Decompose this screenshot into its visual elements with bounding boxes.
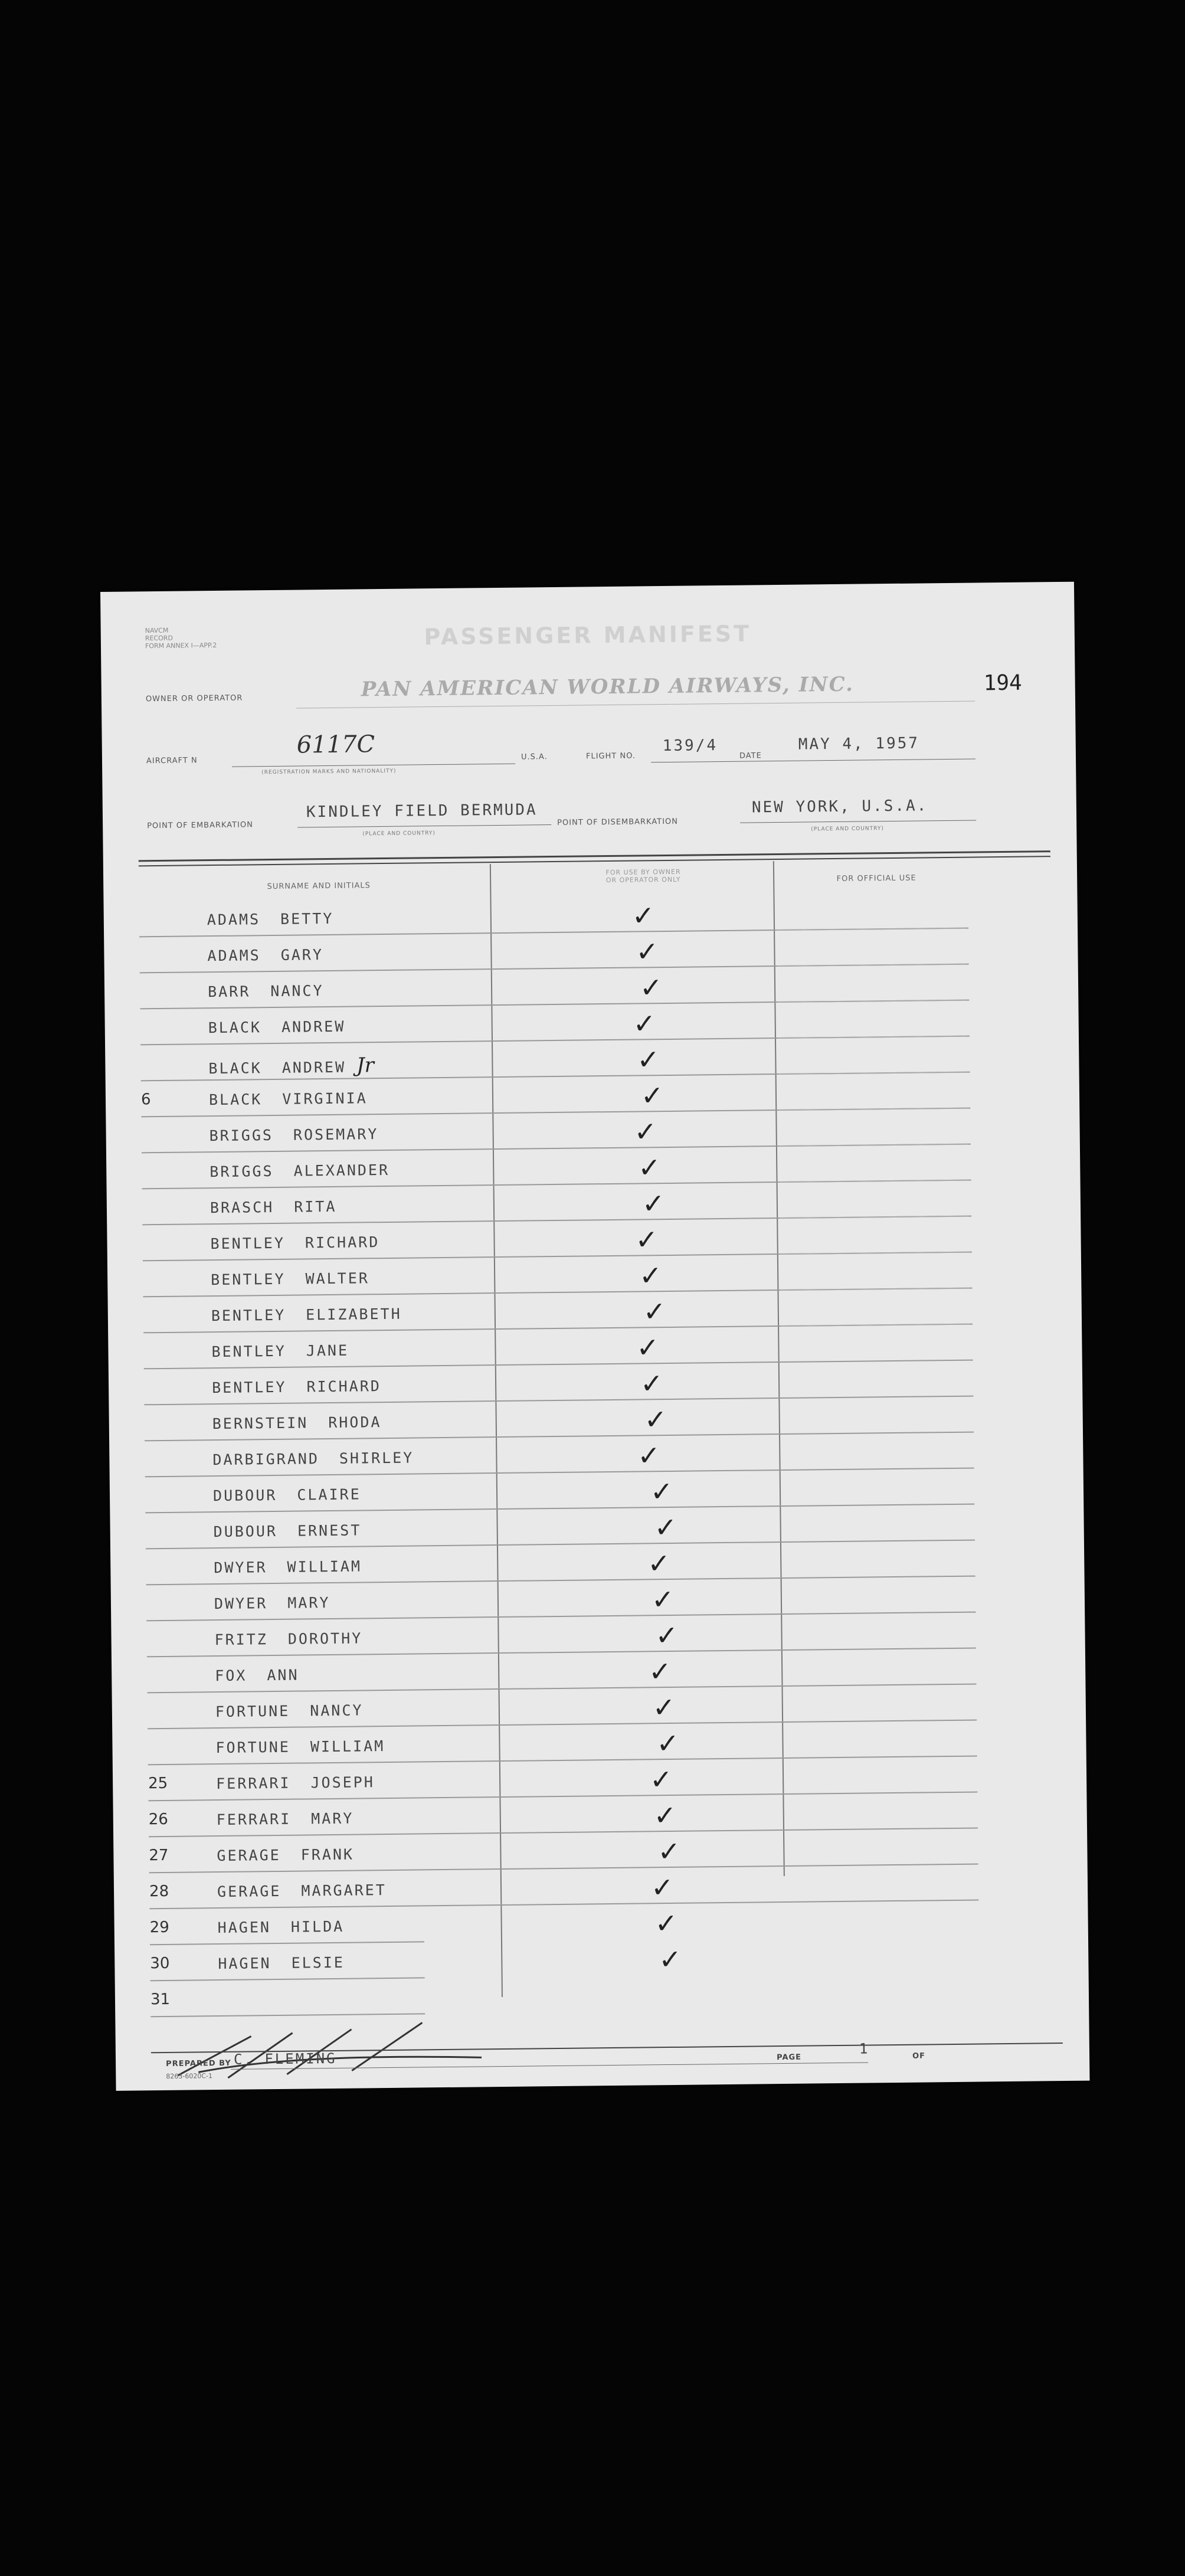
form-title: PASSENGER MANIFEST — [424, 620, 752, 650]
passenger-first-name: BETTY — [280, 909, 334, 928]
embarkation-point: KINDLEY FIELD BERMUDA — [306, 801, 538, 821]
check-mark-icon: ✓ — [652, 1691, 676, 1724]
check-mark-icon: ✓ — [644, 1403, 667, 1436]
passenger-name — [211, 1269, 369, 1288]
passenger-first-name: MARY — [287, 1594, 330, 1612]
row-number: 25 — [148, 1774, 168, 1793]
check-mark-icon: ✓ — [655, 1619, 679, 1652]
prepared-by-label: PREPARED BY — [166, 2058, 231, 2068]
check-mark-icon: ✓ — [647, 1547, 671, 1580]
row-number: 27 — [149, 1846, 169, 1865]
passenger-first-name: RHODA — [328, 1413, 382, 1432]
passenger-name — [210, 1198, 337, 1216]
check-mark-icon: ✓ — [637, 1439, 661, 1472]
passenger-surname: ADAMS — [207, 911, 261, 929]
page-number: 194 — [983, 670, 1022, 696]
passenger-first-name: MARGARET — [301, 1881, 387, 1900]
passenger-surname: DWYER — [214, 1595, 268, 1613]
page-label: PAGE — [776, 2053, 802, 2063]
disembarkation-point: NEW YORK, U.S.A. — [751, 797, 928, 817]
check-mark-icon: ✓ — [651, 1583, 675, 1616]
passenger-name — [214, 1594, 330, 1612]
check-mark-icon: ✓ — [633, 1007, 656, 1040]
embarkation-rule — [297, 824, 551, 828]
check-mark-icon: ✓ — [636, 1331, 660, 1364]
check-mark-icon: ✓ — [637, 1043, 660, 1076]
passenger-surname: FRITZ — [214, 1631, 269, 1649]
flight-date: MAY 4, 1957 — [798, 734, 920, 754]
check-mark-icon: ✓ — [635, 1223, 659, 1256]
passenger-first-name: ALEXANDER — [293, 1161, 390, 1180]
passenger-name — [209, 1089, 368, 1108]
passenger-first-name: WALTER — [305, 1269, 370, 1288]
passenger-surname: BENTLEY — [211, 1270, 286, 1289]
passenger-first-name: VIRGINIA — [282, 1089, 368, 1108]
passenger-surname: BRIGGS — [209, 1126, 274, 1145]
row-number: 30 — [150, 1954, 170, 1973]
passenger-first-name: ELSIE — [291, 1953, 345, 1972]
check-mark-icon: ✓ — [654, 1907, 678, 1940]
passenger-suffix: Jr — [356, 1053, 375, 1078]
passenger-name — [218, 1991, 238, 2008]
usa-label: U.S.A. — [521, 752, 548, 762]
passenger-surname: BERNSTEIN — [212, 1414, 309, 1433]
passenger-surname: BRASCH — [209, 1198, 274, 1217]
passenger-name — [215, 1667, 299, 1684]
passenger-name — [217, 1881, 387, 1900]
passenger-surname: DARBIGRAND — [212, 1450, 320, 1469]
embarkation-place-note: (PLACE AND COUNTRY) — [362, 830, 436, 837]
passenger-name — [208, 1053, 374, 1079]
column-header-official-use: FOR OFFICIAL USE — [836, 873, 916, 883]
passenger-first-name: ERNEST — [297, 1521, 362, 1540]
passenger-surname: DWYER — [214, 1559, 267, 1577]
passenger-surname: BLACK — [208, 1059, 262, 1078]
passenger-surname: FORTUNE — [215, 1702, 290, 1721]
row-number: 26 — [148, 1810, 169, 1829]
check-mark-icon: ✓ — [634, 1115, 657, 1148]
passenger-name — [218, 1954, 345, 1972]
passenger-first-name: NANCY — [270, 982, 324, 1000]
check-mark-icon: ✓ — [654, 1511, 677, 1544]
passenger-name — [213, 1485, 361, 1504]
passenger-name — [217, 1846, 354, 1864]
check-mark-icon: ✓ — [656, 1727, 680, 1760]
passenger-surname: BLACK — [208, 1019, 262, 1037]
corner-stamp: NAVCM RECORD FORM ANNEX I—APP.2 — [145, 626, 217, 650]
check-mark-icon: ✓ — [643, 1295, 666, 1328]
passenger-name — [212, 1413, 382, 1432]
check-mark-icon: ✓ — [650, 1871, 674, 1904]
disembarkation-rule — [740, 820, 976, 823]
passenger-name — [214, 1557, 362, 1576]
check-mark-icon: ✓ — [636, 935, 659, 968]
passenger-name — [209, 1125, 379, 1144]
passenger-first-name: WILLIAM — [287, 1557, 362, 1576]
passenger-name — [215, 1737, 385, 1756]
passenger-name — [208, 1018, 346, 1036]
passenger-name — [211, 1305, 402, 1324]
passenger-first-name: ANDREW — [281, 1017, 346, 1036]
flight-number: 139/4 — [662, 737, 718, 755]
column-header-surname: SURNAME AND INITIALS — [267, 881, 371, 892]
passenger-first-name: NANCY — [310, 1701, 364, 1720]
passenger-first-name: DOROTHY — [287, 1629, 363, 1648]
passenger-first-name: JOSEPH — [310, 1773, 375, 1792]
passenger-first-name: SHIRLEY — [339, 1449, 414, 1467]
check-mark-icon: ✓ — [640, 1367, 663, 1400]
check-mark-icon: ✓ — [639, 1259, 663, 1292]
passenger-name — [208, 982, 324, 1000]
passenger-first-name: ELIZABETH — [306, 1305, 402, 1324]
passenger-surname: DUBOUR — [212, 1486, 277, 1505]
owner-rule — [296, 701, 975, 708]
passenger-surname: DUBOUR — [213, 1522, 278, 1541]
check-mark-icon: ✓ — [641, 1187, 665, 1220]
check-mark-icon: ✓ — [649, 1763, 673, 1796]
flight-rule — [651, 758, 976, 762]
passenger-name — [216, 1773, 375, 1792]
passenger-surname: FOX — [215, 1667, 247, 1685]
check-mark-icon: ✓ — [657, 1835, 681, 1868]
check-mark-icon: ✓ — [640, 1079, 664, 1112]
passenger-surname: ADAMS — [207, 947, 261, 965]
passenger-first-name: JANE — [306, 1341, 349, 1360]
passenger-first-name: ANN — [267, 1666, 299, 1684]
page-value: 1 — [859, 2040, 870, 2057]
check-mark-icon: ✓ — [639, 971, 663, 1004]
row-number: 28 — [149, 1882, 169, 1901]
passenger-first-name: CLAIRE — [297, 1485, 361, 1504]
passenger-first-name: RITA — [294, 1197, 337, 1216]
form-number: 8263-6020C-1 — [166, 2072, 213, 2080]
passenger-surname: GERAGE — [217, 1846, 281, 1865]
passenger-name — [207, 910, 334, 928]
aircraft-label: AIRCRAFT N — [146, 756, 198, 766]
row-number: 31 — [150, 1990, 171, 2009]
passenger-first-name: GARY — [280, 946, 324, 964]
check-mark-icon: ✓ — [653, 1799, 677, 1832]
passenger-name — [212, 1377, 381, 1396]
prepared-by-name: C. FLEMING — [233, 2050, 337, 2068]
passenger-name — [217, 1810, 354, 1828]
passenger-first-name: ROSEMARY — [293, 1125, 379, 1144]
passenger-surname: BARR — [207, 983, 251, 1001]
aircraft-rule — [232, 764, 515, 767]
passenger-name — [218, 1918, 345, 1936]
passenger-surname: BENTLEY — [211, 1342, 286, 1361]
owner-label: OWNER OR OPERATOR — [145, 693, 243, 704]
disembarkation-place-note: (PLACE AND COUNTRY) — [811, 826, 884, 833]
passenger-first-name: ANDREW — [281, 1058, 346, 1076]
embarkation-label: POINT OF EMBARKATION — [147, 820, 253, 831]
disembarkation-label: POINT OF DISEMBARKATION — [557, 817, 679, 827]
registration-note: (REGISTRATION MARKS AND NATIONALITY) — [261, 768, 397, 776]
passenger-surname: BRIGGS — [209, 1162, 274, 1181]
flight-label: FLIGHT NO. — [585, 751, 636, 761]
check-mark-icon: ✓ — [637, 1151, 662, 1184]
passenger-surname: HAGEN — [218, 1955, 271, 1973]
passenger-surname: BLACK — [208, 1091, 263, 1109]
passenger-surname: FERRARI — [216, 1774, 291, 1793]
row-number: 29 — [149, 1918, 169, 1937]
passenger-first-name: MARY — [310, 1809, 354, 1828]
aircraft-registration: 6117C — [296, 731, 375, 759]
passenger-first-name: RICHARD — [306, 1377, 381, 1396]
check-mark-icon: ✓ — [650, 1475, 673, 1508]
passenger-first-name: FRANK — [300, 1845, 355, 1864]
row-number: 6 — [140, 1091, 151, 1109]
passenger-name — [211, 1342, 349, 1360]
check-mark-icon: ✓ — [631, 899, 655, 932]
passenger-surname: GERAGE — [217, 1882, 281, 1901]
passenger-surname: BENTLEY — [211, 1378, 287, 1397]
passenger-name — [207, 946, 323, 964]
passenger-name — [212, 1449, 414, 1469]
passenger-surname: BENTLEY — [210, 1234, 286, 1253]
passenger-surname: FERRARI — [216, 1810, 292, 1829]
passenger-surname: FORTUNE — [215, 1738, 291, 1757]
column-header-owner-use: FOR USE BY OWNER OR OPERATOR ONLY — [605, 868, 681, 885]
passenger-surname: BENTLEY — [211, 1306, 286, 1325]
manifest-page — [100, 582, 1090, 2091]
passenger-surname: HAGEN — [217, 1919, 271, 1937]
check-mark-icon: ✓ — [648, 1655, 672, 1688]
check-mark-icon: ✓ — [659, 1943, 682, 1976]
table-top-rule-2 — [139, 856, 1050, 866]
passenger-name — [210, 1233, 379, 1252]
passenger-first-name: WILLIAM — [310, 1737, 385, 1756]
passenger-first-name: RICHARD — [305, 1233, 380, 1252]
passenger-first-name: HILDA — [290, 1917, 345, 1936]
passenger-name — [214, 1629, 362, 1648]
of-label: OF — [912, 2051, 926, 2061]
passenger-name — [209, 1161, 389, 1180]
date-label: DATE — [739, 751, 762, 761]
operator-name: PAN AMERICAN WORLD AIRWAYS, INC. — [361, 672, 855, 702]
passenger-name — [215, 1701, 364, 1720]
passenger-name — [214, 1521, 362, 1540]
